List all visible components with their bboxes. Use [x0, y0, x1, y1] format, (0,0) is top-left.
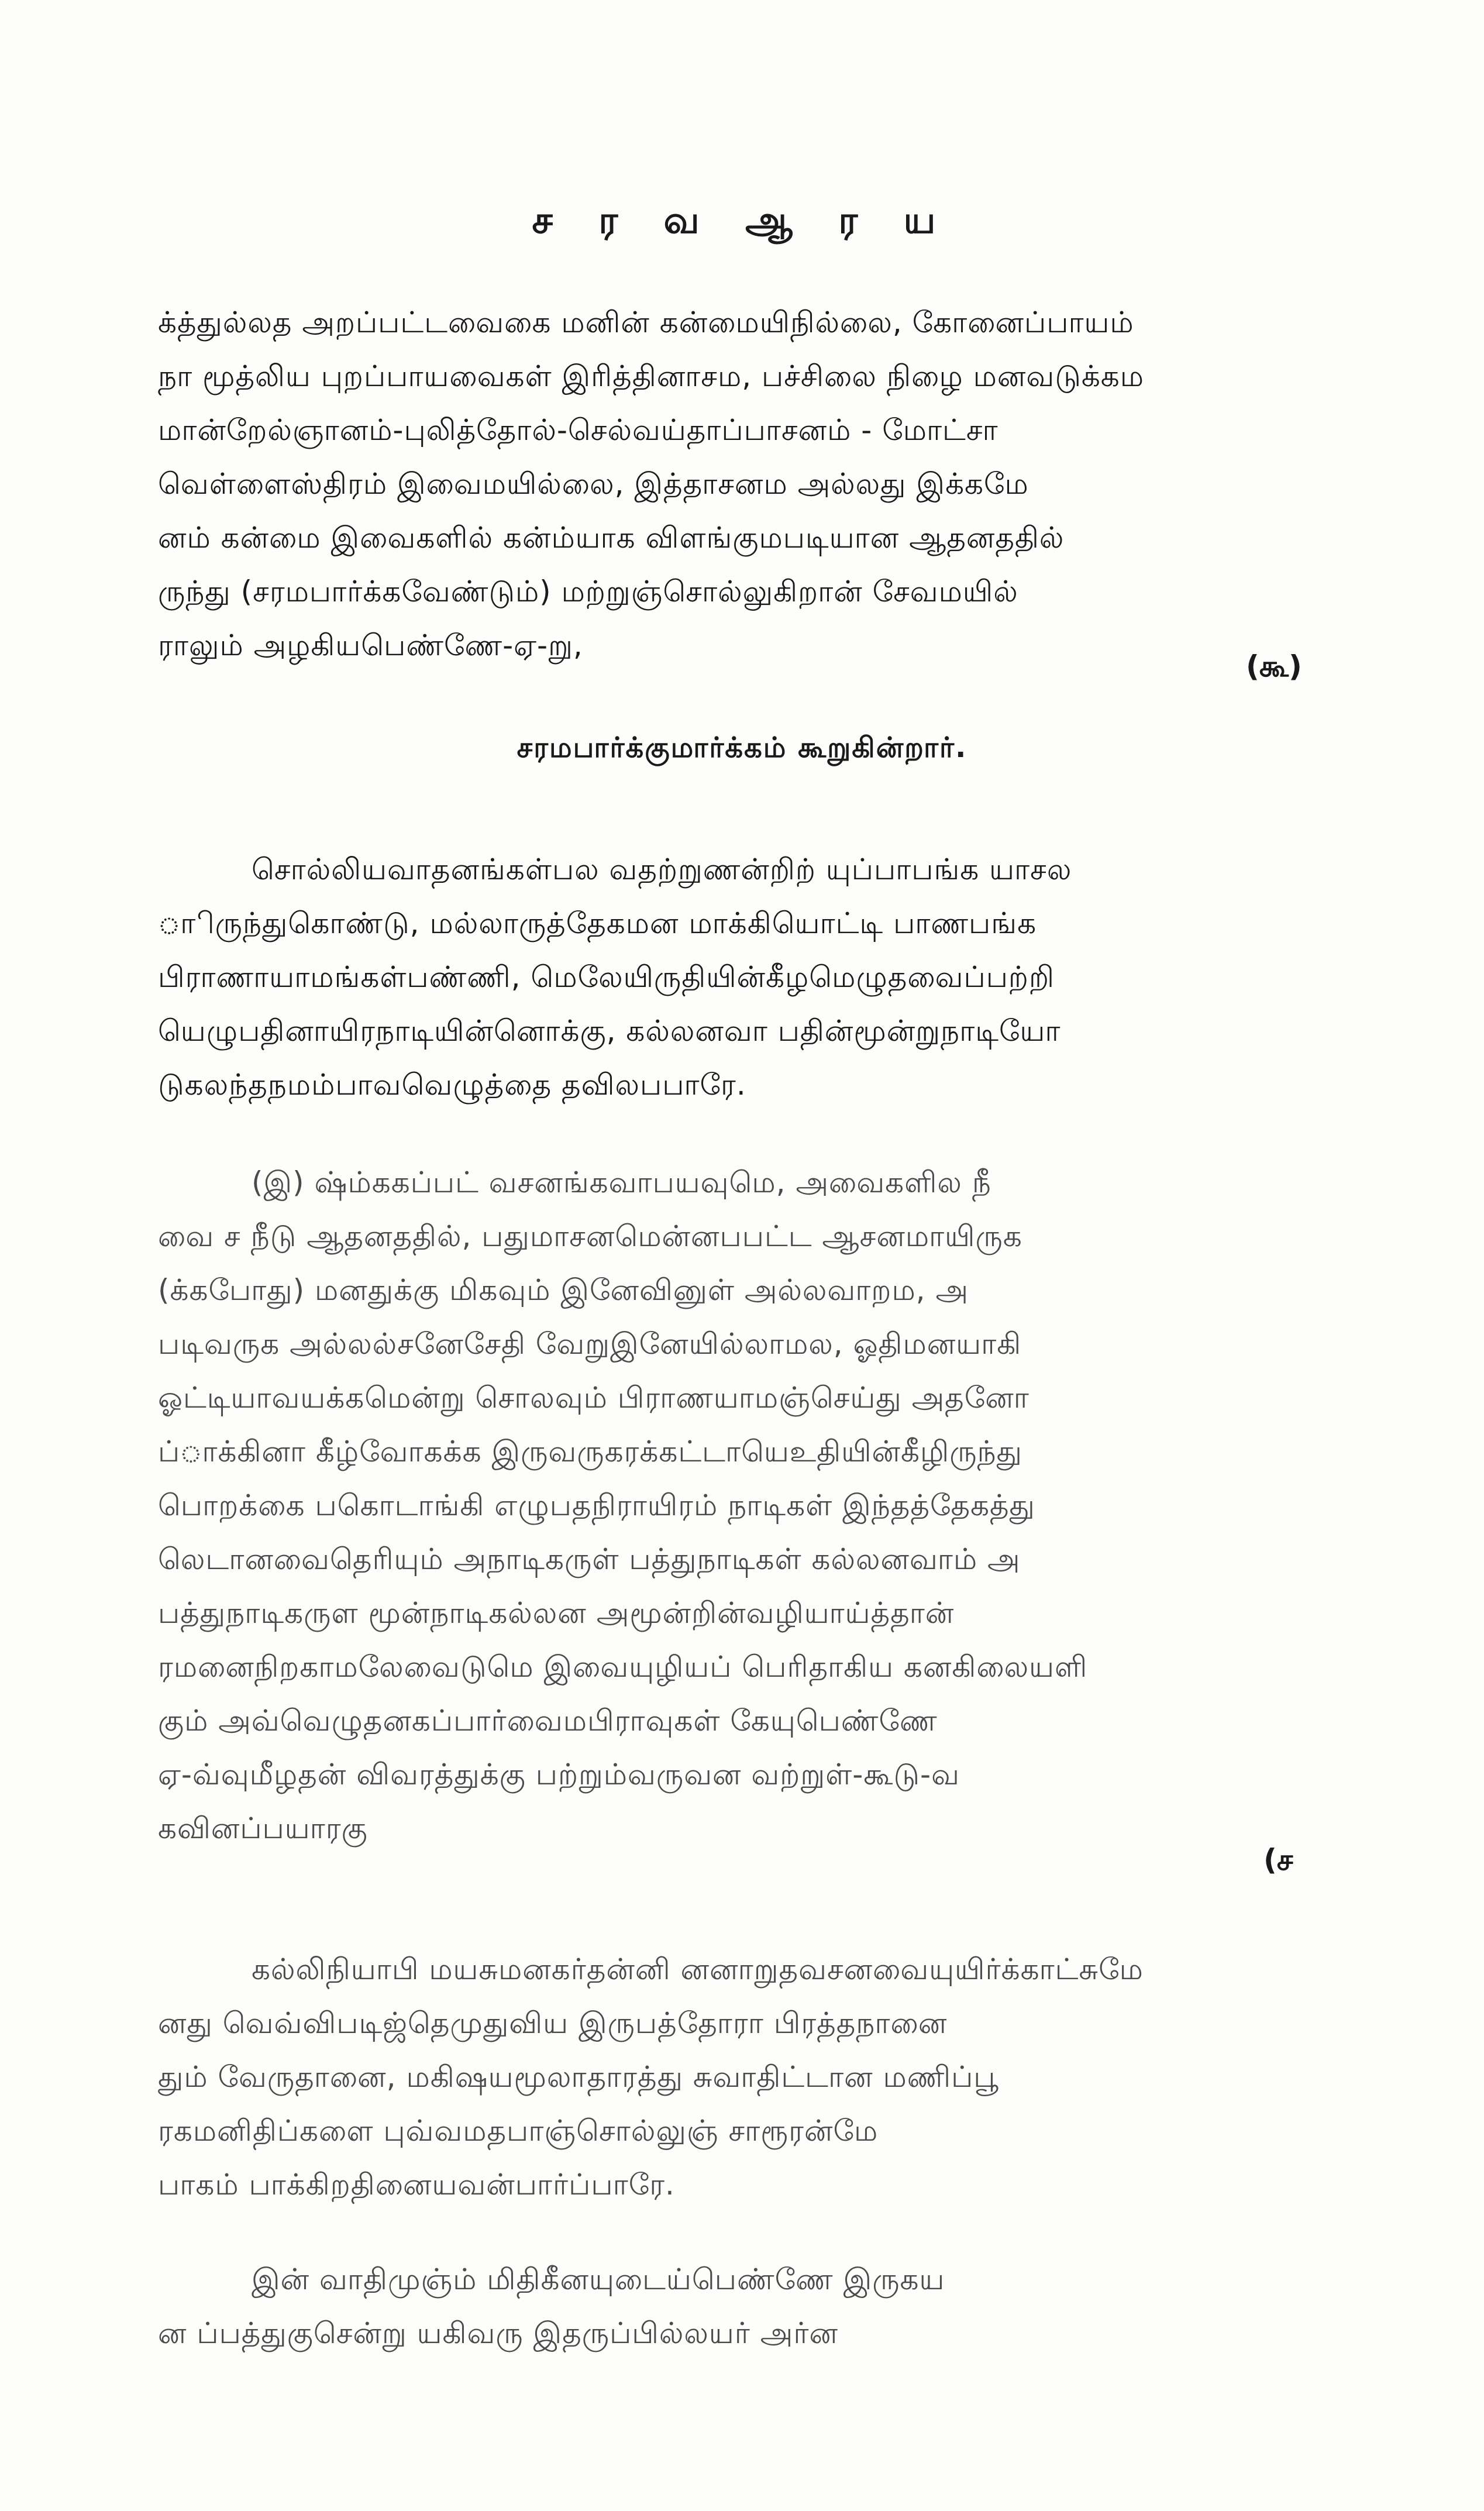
text-line: ஓட்டியாவயக்கமென்று சொலவும் பிராணயாமஞ்செய்து அதனோ: [158, 1381, 1029, 1415]
text-line: சொல்லியவாதனங்கள்பல வதற்றுணன்றிற் யுப்பாபங்க யாசல: [252, 852, 1072, 886]
text-line: ப்ாக்கினா கீழ்வோகக்க இருவருகரக்கட்டாயெஉதியின்கீழிருந்து: [158, 1435, 1022, 1468]
text-line: னது வெவ்விபடிஜ்தெமுதுவிய இருபத்தோரா பிரத்தநானை: [158, 2006, 948, 2040]
section-1: [158, 295, 1328, 672]
text-line: மான்றேல்ஞானம்-புலித்தோல்-செல்வய்தாப்பாசனம் - மோட்சா: [158, 413, 998, 447]
text-line: (க்கபோது) மனதுக்கு மிகவும் இனேவினுள் அல்லவாறம, அ: [158, 1273, 969, 1307]
text-line: நா மூத்லிய புறப்பாயவைகள் இரித்தினாசம, பச்சிலை நிழை மனவடுக்கம: [158, 359, 1145, 393]
text-line: பத்துநாடிகருள மூன்நாடிகல்லன அமூன்றின்வழியாய்த்தான்: [158, 1596, 955, 1630]
text-line: லெடானவைதெரியும் அநாடிகருள் பத்துநாடிகள் கல்லனவாம் அ: [158, 1542, 1021, 1576]
text-line: க்த்துல்லத அறப்பட்டவைகை மனின் கன்மையிநில்லை, கோனைப்பாயம்: [158, 305, 1134, 339]
text-line: (இ) ஷ்ம்ககப்பட் வசனங்கவாபயவுமெ, அவைகளில நீ: [252, 1165, 991, 1199]
text-line: யெழுபதினாயிரநாடியின்னொக்கு, கல்லனவா பதின்மூன்றுநாடியோ: [158, 1014, 1061, 1048]
section-heading: சரமபார்க்குமார்க்கம் கூறுகின்றார்.: [517, 731, 967, 764]
verse-number: (ச: [1263, 1843, 1293, 1877]
text-line: கும் அவ்வெழுதனகப்பார்வைமபிராவுகள் கேயுபெண்ணே: [158, 1704, 938, 1738]
text-line: பாகம் பாக்கிறதினையவன்பார்ப்பாரே.: [158, 2168, 675, 2202]
text-line: படிவருக அல்லல்சனேசேதி வேறுஇனேயில்லாமல, ஓதிமனயாகி: [158, 1327, 1022, 1361]
section-3: [158, 1155, 1328, 1855]
text-line: இன் வாதிமுஞ்ம் மிதிகீனயுடைய்பெண்ணே இருகய: [252, 2262, 945, 2296]
section-2: [158, 842, 1328, 1112]
text-line: வை ச நீடு ஆதனததில், பதுமாசனமென்னபபட்ட ஆசனமாயிருக: [158, 1219, 1022, 1253]
text-line: டுகலந்தநமம்பாவவெழுத்தை தவிலபபாரே.: [158, 1068, 746, 1102]
text-line: கல்லிநியாபி மயசுமனகர்தன்னி னனாறுதவசனவையுயிர்க்காட்சுமே: [252, 1952, 1144, 1986]
text-line: கவினப்பயாரகு: [158, 1811, 368, 1845]
verse-number: (கூ): [1246, 649, 1302, 683]
text-line: தும் வேருதானை, மகிஷயமூலாதாரத்து சுவாதிட்டான மணிப்பூ: [158, 2060, 999, 2094]
text-line: வெள்ளைஸ்திரம் இவைமயில்லை, இத்தாசனம அல்லது இக்கமே: [158, 467, 1029, 501]
text-line: ஏ-வ்வுமீழதன் விவரத்துக்கு பற்றும்வருவன வற்றுள்-கூடு-வ: [158, 1757, 960, 1791]
text-line: னம் கன்மை இவைகளில் கன்ம்யாக விளங்குமபடியான ஆதனததில்: [158, 521, 1065, 555]
section-4: [158, 1942, 1328, 2211]
text-line: பொறக்கை பகொடாங்கி எழுபதநிராயிரம் நாடிகள் இந்தத்தேகத்து: [158, 1488, 1035, 1522]
text-line: பிராணாயாமங்கள்பண்ணி, மெலேயிருதியின்கீழமெழுதவைப்பற்றி: [158, 960, 1055, 994]
text-line: ரமனைநிறகாமலேவைடுமெ இவையுழியப் பெரிதாகிய கனகிலையளி: [158, 1650, 1088, 1684]
text-line: ன ப்பத்துகுசென்று யகிவரு இதருப்பில்லயர் அர்ன: [158, 2316, 838, 2350]
page-title: ச ர வ ஆ ர ய: [532, 199, 952, 242]
section-5: [158, 2252, 1328, 2360]
text-line: ரகமனிதிப்களை புவ்வமதபாஞ்சொல்லுஞ் சாரூரன்மே: [158, 2114, 879, 2148]
text-line: ாிருந்துகொண்டு, மல்லாருத்தேகமன மாக்கியொட்டி பாணபங்க: [158, 906, 1037, 940]
text-line: ருந்து (சரமபார்க்கவேண்டும்) மற்றுஞ்சொல்லுகிறான் சேவமயில்: [158, 575, 1018, 608]
text-line: ராலும் அழகியபெண்ணே-ஏ-று,: [158, 628, 583, 662]
